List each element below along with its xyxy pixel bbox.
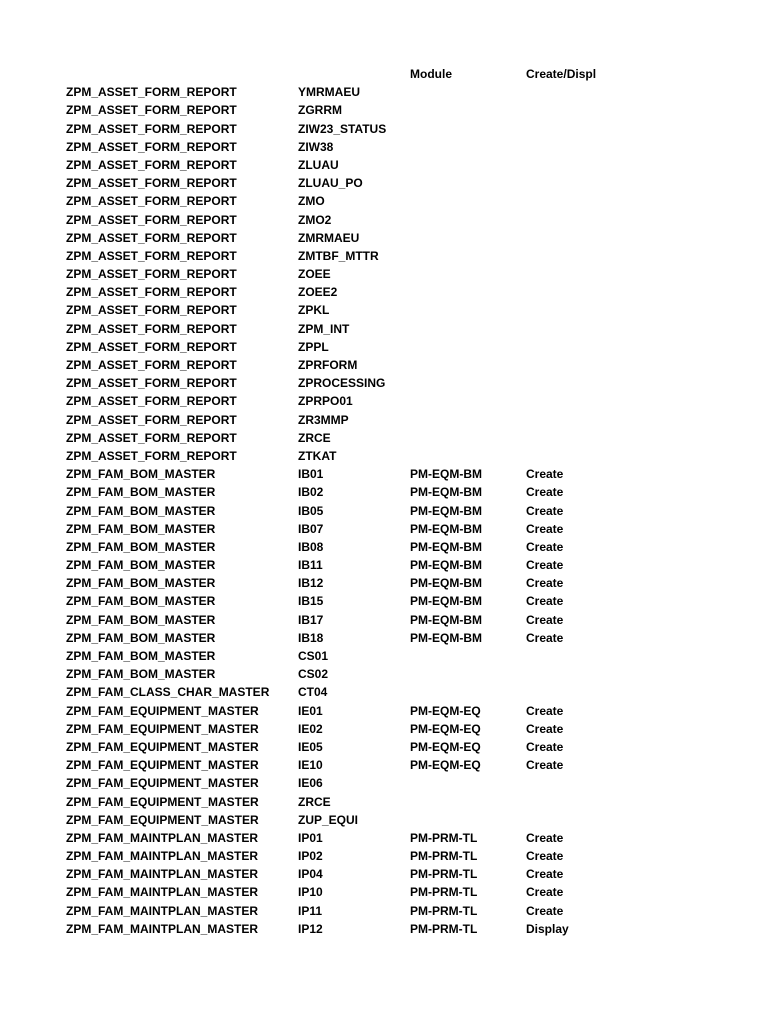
tcode-cell: IB15 <box>298 594 324 609</box>
action-cell: Create <box>526 576 564 591</box>
module-cell: PM-EQM-BM <box>410 594 482 609</box>
table-row <box>0 120 768 138</box>
role-cell: ZPM_FAM_EQUIPMENT_MASTER <box>66 721 259 736</box>
table-row <box>0 683 768 701</box>
tcode-cell: ZMO2 <box>298 212 332 227</box>
tcode-cell: ZIW23_STATUS <box>298 121 387 136</box>
table-row <box>0 156 768 174</box>
role-cell: ZPM_ASSET_FORM_REPORT <box>66 85 237 100</box>
table-row <box>0 320 768 338</box>
tcode-cell: ZPROCESSING <box>298 376 386 391</box>
module-cell: PM-PRM-TL <box>410 867 478 882</box>
table-row <box>0 720 768 738</box>
table-row <box>0 338 768 356</box>
role-cell: ZPM_FAM_MAINTPLAN_MASTER <box>66 849 259 864</box>
role-cell: ZPM_ASSET_FORM_REPORT <box>66 430 237 445</box>
tcode-cell: ZPM_INT <box>298 321 350 336</box>
role-cell: ZPM_FAM_EQUIPMENT_MASTER <box>66 739 259 754</box>
tcode-cell: ZUP_EQUI <box>298 812 359 827</box>
table-row <box>0 465 768 483</box>
header-action: Create/Displ <box>526 67 597 81</box>
table-row <box>0 774 768 792</box>
action-cell: Create <box>526 867 564 882</box>
module-cell: PM-EQM-BM <box>410 630 482 645</box>
table-row <box>0 538 768 556</box>
role-cell: ZPM_FAM_EQUIPMENT_MASTER <box>66 812 259 827</box>
role-cell: ZPM_ASSET_FORM_REPORT <box>66 394 237 409</box>
table-row <box>0 811 768 829</box>
action-cell: Create <box>526 558 564 573</box>
role-cell: ZPM_FAM_BOM_MASTER <box>66 612 216 627</box>
module-cell: PM-EQM-BM <box>410 485 482 500</box>
role-cell: ZPM_FAM_MAINTPLAN_MASTER <box>66 903 259 918</box>
table-row <box>0 211 768 229</box>
tcode-cell: IB01 <box>298 467 324 482</box>
table-row <box>0 847 768 865</box>
tcode-cell: IB12 <box>298 576 324 591</box>
tcode-cell: ZLUAU_PO <box>298 176 363 191</box>
role-cell: ZPM_FAM_BOM_MASTER <box>66 521 216 536</box>
role-cell: ZPM_ASSET_FORM_REPORT <box>66 412 237 427</box>
role-cell: ZPM_FAM_MAINTPLAN_MASTER <box>66 921 259 936</box>
action-cell: Create <box>526 739 564 754</box>
table-row <box>0 883 768 901</box>
tcode-cell: IB02 <box>298 485 324 500</box>
role-cell: ZPM_ASSET_FORM_REPORT <box>66 376 237 391</box>
tcode-cell: IE05 <box>298 739 323 754</box>
table-row <box>0 356 768 374</box>
role-cell: ZPM_FAM_BOM_MASTER <box>66 539 216 554</box>
tcode-cell: ZIW38 <box>298 139 334 154</box>
tcode-cell: YMRMAEU <box>298 85 360 100</box>
table-row <box>0 665 768 683</box>
table-row <box>0 920 768 938</box>
tcode-cell: ZPRFORM <box>298 358 358 372</box>
tcode-cell: ZLUAU <box>298 157 339 172</box>
role-cell: ZPM_FAM_EQUIPMENT_MASTER <box>66 794 259 809</box>
role-cell: ZPM_FAM_CLASS_CHAR_MASTER <box>66 685 270 700</box>
role-cell: ZPM_FAM_BOM_MASTER <box>66 630 216 645</box>
action-cell: Create <box>526 903 564 918</box>
header-row <box>0 65 768 83</box>
module-cell: PM-PRM-TL <box>410 830 478 845</box>
tcode-cell: IB11 <box>298 558 323 573</box>
tcode-cell: CT04 <box>298 685 328 700</box>
role-cell: ZPM_ASSET_FORM_REPORT <box>66 176 237 191</box>
table-row <box>0 483 768 501</box>
action-cell: Create <box>526 885 564 900</box>
module-cell: PM-EQM-BM <box>410 521 482 536</box>
role-cell: ZPM_FAM_BOM_MASTER <box>66 467 216 482</box>
tcode-cell: ZRCE <box>298 430 331 445</box>
tcode-cell: IB05 <box>298 503 324 518</box>
module-cell: PM-EQM-BM <box>410 503 482 518</box>
table-row <box>0 374 768 392</box>
tcode-cell: ZPRPO01 <box>298 394 353 409</box>
role-cell: ZPM_FAM_BOM_MASTER <box>66 485 216 500</box>
table-body <box>0 83 768 938</box>
role-cell: ZPM_ASSET_FORM_REPORT <box>66 121 237 136</box>
table-row <box>0 301 768 319</box>
role-cell: ZPM_FAM_MAINTPLAN_MASTER <box>66 867 259 882</box>
module-cell: PM-EQM-EQ <box>410 739 481 754</box>
tcode-cell: IE02 <box>298 721 323 736</box>
action-cell: Create <box>526 521 564 536</box>
module-cell: PM-EQM-BM <box>410 612 482 627</box>
module-cell: PM-PRM-TL <box>410 885 478 900</box>
role-cell: ZPM_FAM_BOM_MASTER <box>66 576 216 591</box>
module-cell: PM-PRM-TL <box>410 903 478 918</box>
action-cell: Display <box>526 921 569 936</box>
table-row <box>0 265 768 283</box>
tcode-cell: IP02 <box>298 849 323 864</box>
role-cell: ZPM_FAM_BOM_MASTER <box>66 667 216 682</box>
role-cell: ZPM_ASSET_FORM_REPORT <box>66 448 237 463</box>
table-row <box>0 756 768 774</box>
table-row <box>0 192 768 210</box>
role-cell: ZPM_FAM_EQUIPMENT_MASTER <box>66 703 259 718</box>
table-row <box>0 83 768 101</box>
tcode-cell: CS02 <box>298 667 329 682</box>
action-cell: Create <box>526 630 564 645</box>
table-row <box>0 556 768 574</box>
role-cell: ZPM_ASSET_FORM_REPORT <box>66 285 237 300</box>
module-cell: PM-EQM-EQ <box>410 703 481 718</box>
table-row <box>0 647 768 665</box>
tcode-cell: ZTKAT <box>298 448 337 463</box>
table-row <box>0 502 768 520</box>
table-row <box>0 392 768 410</box>
module-cell: PM-PRM-TL <box>410 849 478 864</box>
table-row <box>0 520 768 538</box>
role-cell: ZPM_FAM_BOM_MASTER <box>66 594 216 609</box>
role-cell: ZPM_ASSET_FORM_REPORT <box>66 358 237 372</box>
tcode-cell: ZR3MMP <box>298 412 349 427</box>
action-cell: Create <box>526 758 564 773</box>
role-cell: ZPM_ASSET_FORM_REPORT <box>66 157 237 172</box>
action-cell: Create <box>526 612 564 627</box>
role-cell: ZPM_ASSET_FORM_REPORT <box>66 321 237 336</box>
role-cell: ZPM_FAM_EQUIPMENT_MASTER <box>66 776 259 791</box>
module-cell: PM-EQM-BM <box>410 539 482 554</box>
tcode-cell: IE06 <box>298 776 323 791</box>
action-cell: Create <box>526 485 564 500</box>
module-cell: PM-EQM-BM <box>410 467 482 482</box>
role-cell: ZPM_FAM_BOM_MASTER <box>66 503 216 518</box>
tcode-cell: IP10 <box>298 885 323 900</box>
table-row <box>0 592 768 610</box>
tcode-cell: IE01 <box>298 703 323 718</box>
table-row <box>0 574 768 592</box>
table-row <box>0 229 768 247</box>
tcode-cell: IP01 <box>298 830 323 845</box>
role-cell: ZPM_FAM_EQUIPMENT_MASTER <box>66 758 259 773</box>
action-cell: Create <box>526 830 564 845</box>
tcode-cell: IB18 <box>298 630 324 645</box>
role-cell: ZPM_FAM_BOM_MASTER <box>66 558 216 573</box>
role-cell: ZPM_FAM_BOM_MASTER <box>66 649 216 663</box>
table-row <box>0 738 768 756</box>
tcode-cell: IE10 <box>298 758 323 773</box>
action-cell: Create <box>526 703 564 718</box>
table-row <box>0 447 768 465</box>
tcode-cell: IP04 <box>298 867 323 882</box>
table-row <box>0 283 768 301</box>
tcode-cell: ZOEE <box>298 267 331 282</box>
role-cell: ZPM_ASSET_FORM_REPORT <box>66 194 237 209</box>
tcode-cell: IB08 <box>298 539 324 554</box>
module-cell: PM-PRM-TL <box>410 921 478 936</box>
action-cell: Create <box>526 503 564 518</box>
role-cell: ZPM_ASSET_FORM_REPORT <box>66 339 237 354</box>
module-cell: PM-EQM-BM <box>410 576 482 591</box>
action-cell: Create <box>526 467 564 482</box>
table-row <box>0 902 768 920</box>
tcode-cell: CS01 <box>298 649 329 663</box>
spreadsheet-table <box>0 65 768 938</box>
table-row <box>0 101 768 119</box>
tcode-cell: ZMO <box>298 194 325 209</box>
tcode-cell: ZGRRM <box>298 103 342 118</box>
table-row <box>0 247 768 265</box>
table-row <box>0 138 768 156</box>
table-row <box>0 174 768 192</box>
role-cell: ZPM_FAM_MAINTPLAN_MASTER <box>66 830 259 845</box>
role-cell: ZPM_FAM_MAINTPLAN_MASTER <box>66 885 259 900</box>
role-cell: ZPM_ASSET_FORM_REPORT <box>66 230 237 245</box>
table-row <box>0 611 768 629</box>
tcode-cell: ZMRMAEU <box>298 230 360 245</box>
table-row <box>0 793 768 811</box>
action-cell: Create <box>526 849 564 864</box>
role-cell: ZPM_ASSET_FORM_REPORT <box>66 139 237 154</box>
table-row <box>0 411 768 429</box>
module-cell: PM-EQM-EQ <box>410 758 481 773</box>
tcode-cell: ZOEE2 <box>298 285 338 300</box>
role-cell: ZPM_ASSET_FORM_REPORT <box>66 212 237 227</box>
table-row <box>0 829 768 847</box>
table-row <box>0 429 768 447</box>
tcode-cell: IP12 <box>298 921 323 936</box>
action-cell: Create <box>526 721 564 736</box>
tcode-cell: IB07 <box>298 521 324 536</box>
role-cell: ZPM_ASSET_FORM_REPORT <box>66 267 237 282</box>
tcode-cell: ZPKL <box>298 303 330 318</box>
module-cell: PM-EQM-BM <box>410 558 482 573</box>
tcode-cell: ZRCE <box>298 794 331 809</box>
header-module: Module <box>410 67 452 81</box>
tcode-cell: IB17 <box>298 612 324 627</box>
role-cell: ZPM_ASSET_FORM_REPORT <box>66 303 237 318</box>
table-row <box>0 702 768 720</box>
tcode-cell: ZPPL <box>298 339 329 354</box>
tcode-cell: ZMTBF_MTTR <box>298 248 379 263</box>
action-cell: Create <box>526 539 564 554</box>
role-cell: ZPM_ASSET_FORM_REPORT <box>66 248 237 263</box>
role-cell: ZPM_ASSET_FORM_REPORT <box>66 103 237 118</box>
table-row <box>0 865 768 883</box>
action-cell: Create <box>526 594 564 609</box>
module-cell: PM-EQM-EQ <box>410 721 481 736</box>
table-row <box>0 629 768 647</box>
tcode-cell: IP11 <box>298 903 323 918</box>
